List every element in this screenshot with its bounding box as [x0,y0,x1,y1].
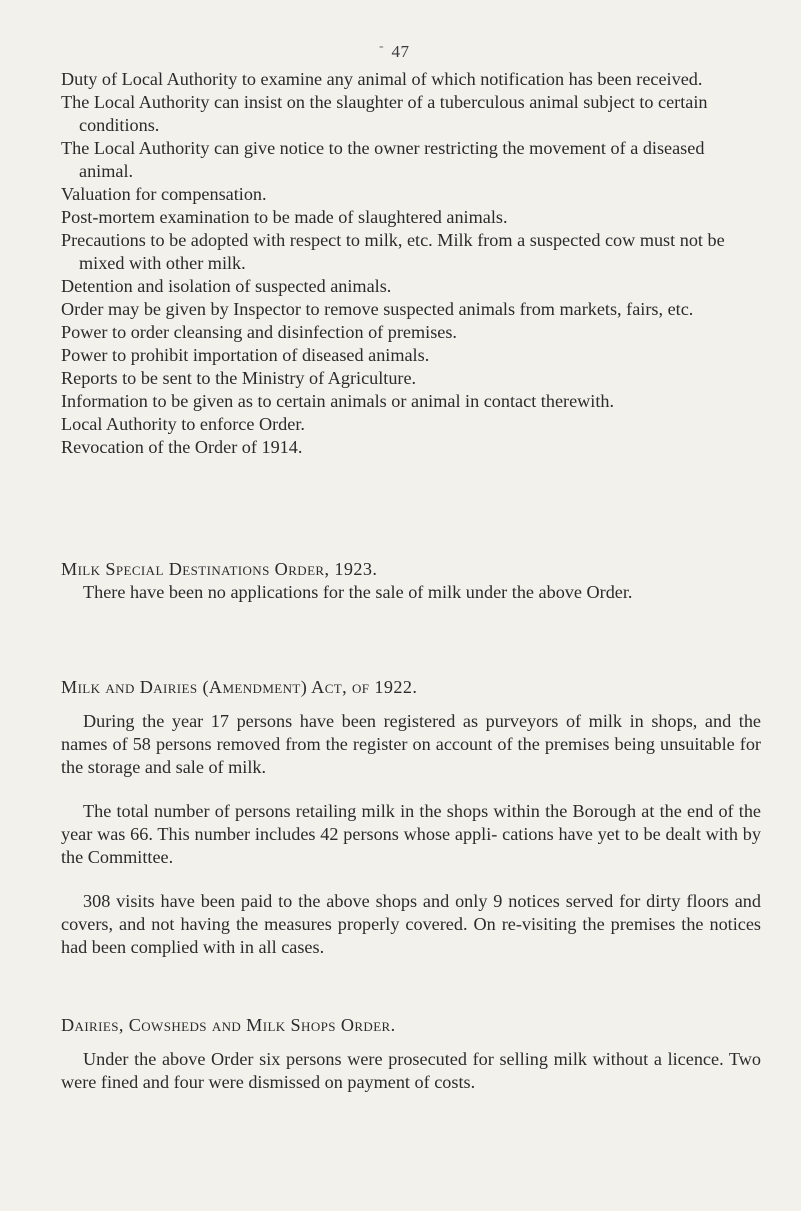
list-item: Power to prohibit importation of diseased animals. [61,345,430,365]
section-paragraph: The total number of persons retailing milk in the shops within the Borough at the end of the year was 66. This number includes 42 persons whose appli- cations have yet to be dealt with by the Committee. [61,801,761,867]
order-provisions-list [61,68,761,459]
section-dairies-cowsheds-milk-shops [61,1014,761,1094]
section-heading: Milk Special Destinations Order, 1923. [61,559,378,579]
section-paragraph: There have been no applications for the sale of milk under the above Order. [83,582,633,602]
list-item: Valuation for compensation. [61,184,267,204]
page-number [0,39,801,62]
list-item: Order may be given by Inspector to remove suspected animals from markets, fairs, etc. [61,299,694,319]
list-item: Local Authority to enforce Order. [61,414,305,434]
list-item: Revocation of the Order of 1914. [61,437,303,457]
section-heading: Dairies, Cowsheds and Milk Shops Order. [61,1015,396,1035]
list-item: Detention and isolation of suspected animals. [61,276,392,296]
list-item: Post-mortem examination to be made of slaughtered animals. [61,207,508,227]
list-item: Reports to be sent to the Ministry of Agriculture. [61,368,417,388]
list-item: Information to be given as to certain animals or animal in contact therewith. [61,391,615,411]
list-item: Power to order cleansing and disinfection of premises. [61,322,457,342]
section-milk-and-dairies-act [61,676,761,959]
page-mark: - [379,39,385,54]
section-paragraph: Under the above Order six persons were prosecuted for selling milk without a licence. Two were fined and four were dismissed on payment of costs. [61,1049,761,1092]
section-paragraph: 308 visits have been paid to the above shops and only 9 notices served for dirty floors and covers, and not having the measures properly covered. On re-visiting the premises the notices had been complied with in all cases. [61,891,761,957]
list-item: Precautions to be adopted with respect to milk, etc. Milk from a suspected cow must not be mixed with other milk. [61,230,725,273]
section-heading: Milk and Dairies (Amendment) Act, of 1922. [61,677,418,697]
page-number-value: 47 [391,42,410,61]
list-item: Duty of Local Authority to examine any animal of which notification has been received. [61,69,703,89]
list-item: The Local Authority can insist on the slaughter of a tuberculous animal subject to certain conditions. [61,92,708,135]
section-milk-special-destinations [61,558,761,604]
section-paragraph: During the year 17 persons have been registered as purveyors of milk in shops, and the names of 58 persons removed from the register on account of the premises being unsuitable for the storage and sale of milk. [61,711,761,777]
list-item: The Local Authority can give notice to the owner restricting the movement of a diseased animal. [61,138,705,181]
